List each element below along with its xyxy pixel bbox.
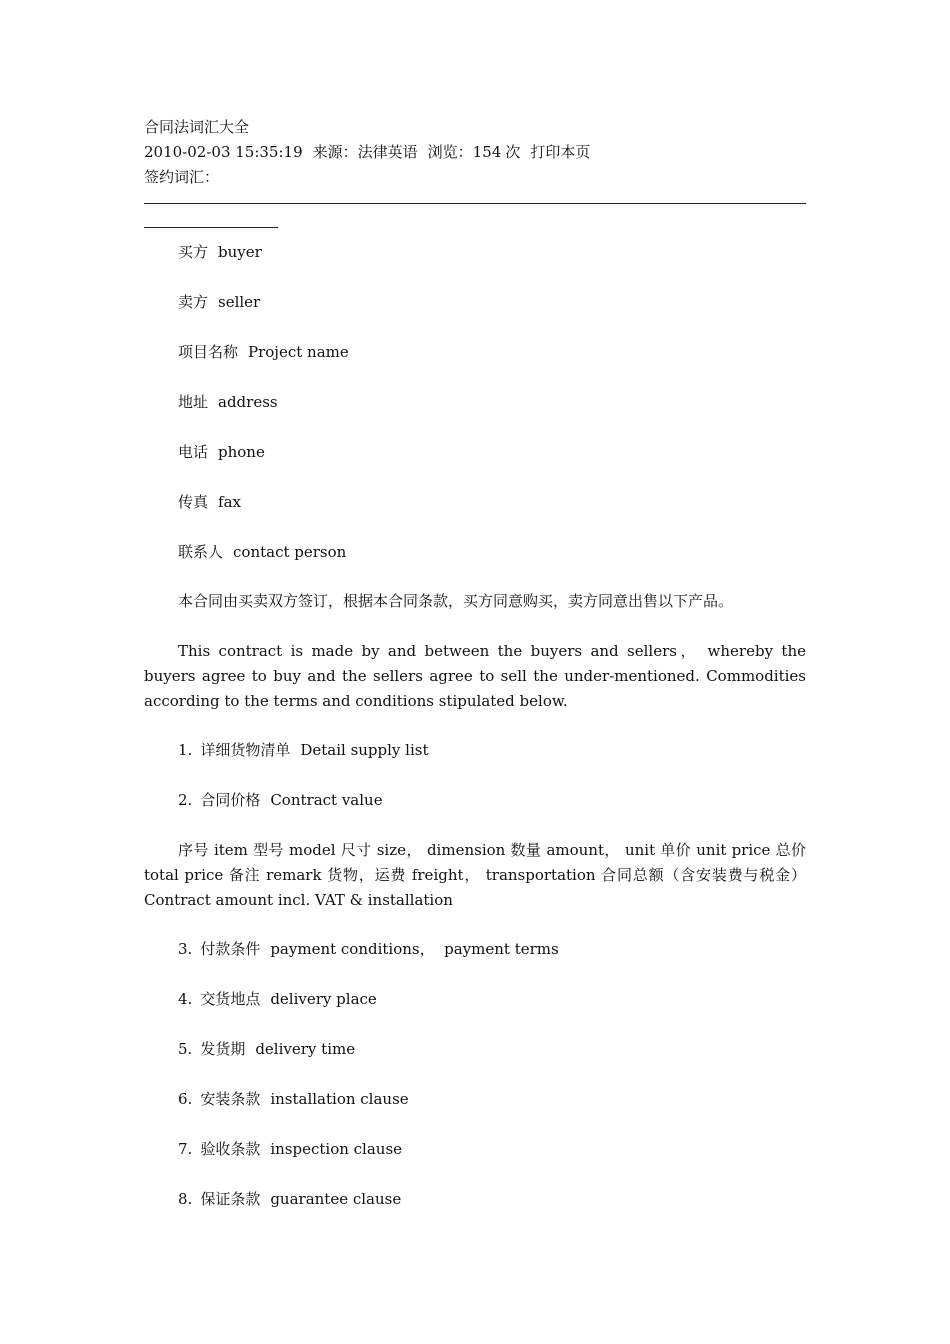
source-name: 法律英语 (357, 143, 418, 161)
term-zh: 电话 (178, 443, 209, 461)
term-zh: 地址 (178, 393, 209, 411)
item-en: inspection clause (270, 1140, 403, 1158)
term-row (178, 440, 265, 465)
divider-line (144, 203, 806, 204)
term-row (178, 340, 349, 365)
item-number: 1. (178, 741, 193, 759)
item-zh: 保证条款 (200, 1190, 261, 1208)
views-label: 浏览： (427, 143, 473, 161)
numbered-item (178, 1137, 402, 1162)
item-en: delivery time (255, 1040, 356, 1058)
item-number: 3. (178, 940, 193, 958)
views-count: 154 (472, 143, 502, 161)
views-unit: 次 (505, 143, 521, 161)
item-number: 2. (178, 791, 193, 809)
item-zh: 交货地点 (200, 990, 261, 1008)
section-title: 签约词汇： (144, 168, 220, 186)
item-en: payment conditions， payment terms (270, 940, 559, 958)
term-en: address (218, 393, 278, 411)
item-zh: 验收条款 (200, 1140, 261, 1158)
term-zh: 传真 (178, 493, 209, 511)
term-en: seller (218, 293, 261, 311)
term-zh: 项目名称 (178, 343, 239, 361)
item-number: 6. (178, 1090, 193, 1108)
term-row (178, 540, 346, 565)
item-zh: 发货期 (200, 1040, 246, 1058)
item-en: Contract value (270, 791, 383, 809)
divider-line-tail (144, 227, 278, 228)
numbered-item (178, 1187, 401, 1212)
term-en: Project name (248, 343, 349, 361)
term-en: fax (218, 493, 241, 511)
item-number: 4. (178, 990, 193, 1008)
item-number: 8. (178, 1190, 193, 1208)
item-zh: 付款条件 (200, 940, 261, 958)
item-en: guarantee clause (270, 1190, 402, 1208)
term-row (178, 390, 278, 415)
numbered-item (178, 1037, 355, 1062)
numbered-item (178, 738, 429, 763)
post-date: 2010-02-03 15:35:19 (144, 143, 303, 161)
term-row (178, 290, 260, 315)
term-en: phone (218, 443, 265, 461)
numbered-item (178, 987, 377, 1012)
term-zh: 买方 (178, 243, 209, 261)
item-zh: 详细货物清单 (200, 741, 291, 759)
numbered-item (178, 937, 559, 962)
paragraph-price-fields: 序号 item 型号 model 尺寸 size， dimension 数量 amount， unit 单价 unit price 总价 total price 备注 remark 货物，运费 freight， transportation 合同总额（含安装费与税金）Contract amount incl. VAT & installation (144, 841, 806, 909)
term-en: contact person (233, 543, 347, 561)
term-row (178, 490, 241, 515)
meta-line (144, 140, 590, 165)
paragraph-zh: 本合同由买卖双方签订，根据本合同条款，买方同意购买，卖方同意出售以下产品。 (178, 592, 734, 610)
term-zh: 卖方 (178, 293, 209, 311)
page-title: 合同法词汇大全 (144, 118, 250, 136)
item-number: 7. (178, 1140, 193, 1158)
item-en: Detail supply list (300, 741, 429, 759)
print-link[interactable]: 打印本页 (530, 143, 591, 161)
item-zh: 合同价格 (200, 791, 261, 809)
item-number: 5. (178, 1040, 193, 1058)
paragraph-en: This contract is made by and between the buyers and sellers， whereby the buyers agree to buy and the sellers agree to sell the under-mentioned. Commodities according to the terms and conditions stipulated below. (144, 642, 806, 710)
numbered-item (178, 1087, 409, 1112)
item-en: delivery place (270, 990, 377, 1008)
item-zh: 安装条款 (200, 1090, 261, 1108)
term-en: buyer (218, 243, 262, 261)
item-en: installation clause (270, 1090, 409, 1108)
numbered-item (178, 788, 383, 813)
source-label: 来源： (312, 143, 358, 161)
term-row (178, 240, 262, 265)
term-zh: 联系人 (178, 543, 224, 561)
